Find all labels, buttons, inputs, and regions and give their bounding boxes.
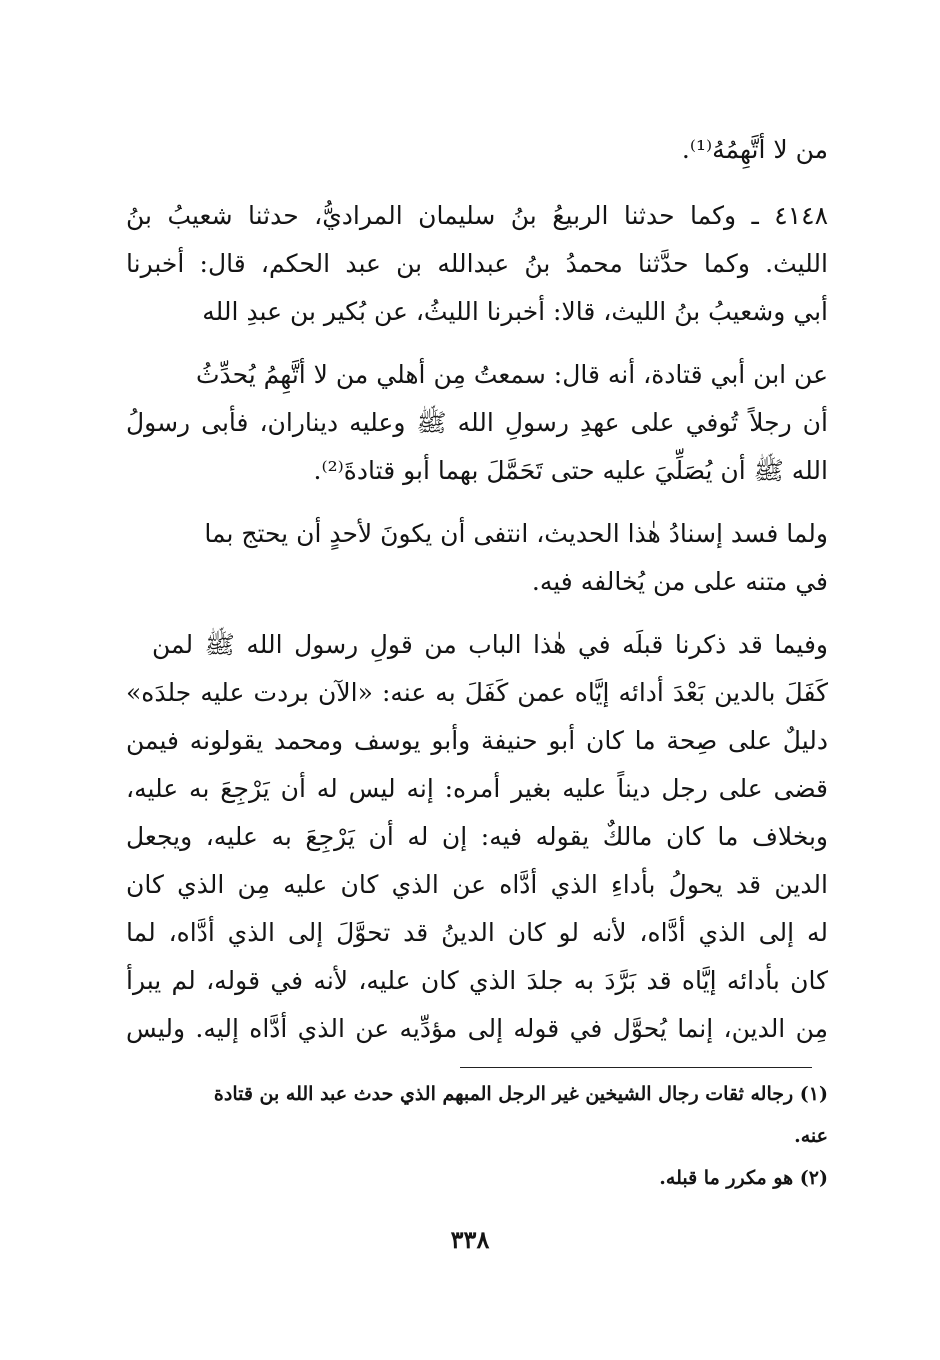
- page-number: ٣٣٨: [450, 1225, 490, 1254]
- text-line: مِن الدين، إنما يُحوَّل في قوله إلى مؤدِّيه عن الذي أدَّاه إليه. وليس: [126, 1014, 828, 1043]
- text-line: وفيما قد ذكرنا قبلَه في هٰذا الباب من قولِ رسول الله ﷺ لمن: [152, 630, 828, 659]
- text-line: عن ابن أبي قتادة، أنه قال: سمعتُ مِن أهلي من لا أتَّهِمُ يُحدِّثُ: [195, 360, 828, 389]
- footnote-line: (١) رجاله ثقات رجال الشيخين غير الرجل المبهم الذي حدث عبد الله بن قتادة: [213, 1083, 828, 1105]
- footnote-line: عنه.: [794, 1125, 828, 1147]
- text-line: أن رجلاً تُوفي على عهدِ رسولِ الله ﷺ وعليه ديناران، فأبى رسولُ: [126, 408, 828, 437]
- text-line: الله ﷺ أن يُصَلِّيَ عليه حتى تَحَمَّلَ بهما أبو قتادةَ⁽²⁾.: [313, 456, 828, 485]
- text-line: قضى على رجل ديناً عليه بغير أمره: إنه ليس له أن يَرْجِعَ به عليه،: [126, 774, 828, 803]
- text-line: من لا أتَّهِمُهُ⁽¹⁾.: [681, 135, 828, 164]
- text-line: وبخلاف ما كان مالكٌ يقوله فيه: إن له أن يَرْجِعَ به عليه، ويجعل: [126, 822, 828, 851]
- text-line: كَفَلَ بالدين بَعْدَ أدائه إيَّاه عمن كَفَلَ به عنه: «الآن بردت عليه جلدَه»: [126, 678, 828, 707]
- text-line: الليث. وكما حدَّثنا محمدُ بنُ عبدالله بن عبد الحكم، قال: أخبرنا: [126, 249, 828, 278]
- footnote-line: (٢) هو مكرر ما قبله.: [659, 1167, 828, 1189]
- text-line: الدين قد يحولُ بأداءِ الذي أدَّاه عن الذي كان عليه مِن الذي كان: [126, 870, 828, 899]
- text-line: كان بأدائه إيَّاه قد بَرَّدَ به جلدَ الذي كان عليه، لأنه في قوله، لم يبرأ: [126, 966, 829, 995]
- footnote-divider: [460, 1067, 812, 1068]
- text-line: ولما فسد إسنادُ هٰذا الحديث، انتفى أن يكونَ لأحدٍ أن يحتج بما: [204, 519, 828, 548]
- text-line: أبي وشعيبُ بنُ الليث، قالا: أخبرنا الليثُ، عن بُكير بن عبدِ الله: [202, 297, 828, 326]
- text-line: دليلٌ على صِحة ما كان أبو حنيفة وأبو يوسف ومحمد يقولونه فيمن: [126, 726, 828, 755]
- text-line: في متنه على من يُخالفه فيه.: [531, 567, 828, 596]
- text-line: له إلى الذي أدَّاه، لأنه لو كان الدينُ قد تحوَّلَ إلى الذي أدَّاه، لما: [126, 918, 828, 947]
- text-line: ٤١٤٨ ـ وكما حدثنا الربيعُ بنُ سليمان المراديُّ، حدثنا شعيبُ بنُ: [126, 201, 828, 230]
